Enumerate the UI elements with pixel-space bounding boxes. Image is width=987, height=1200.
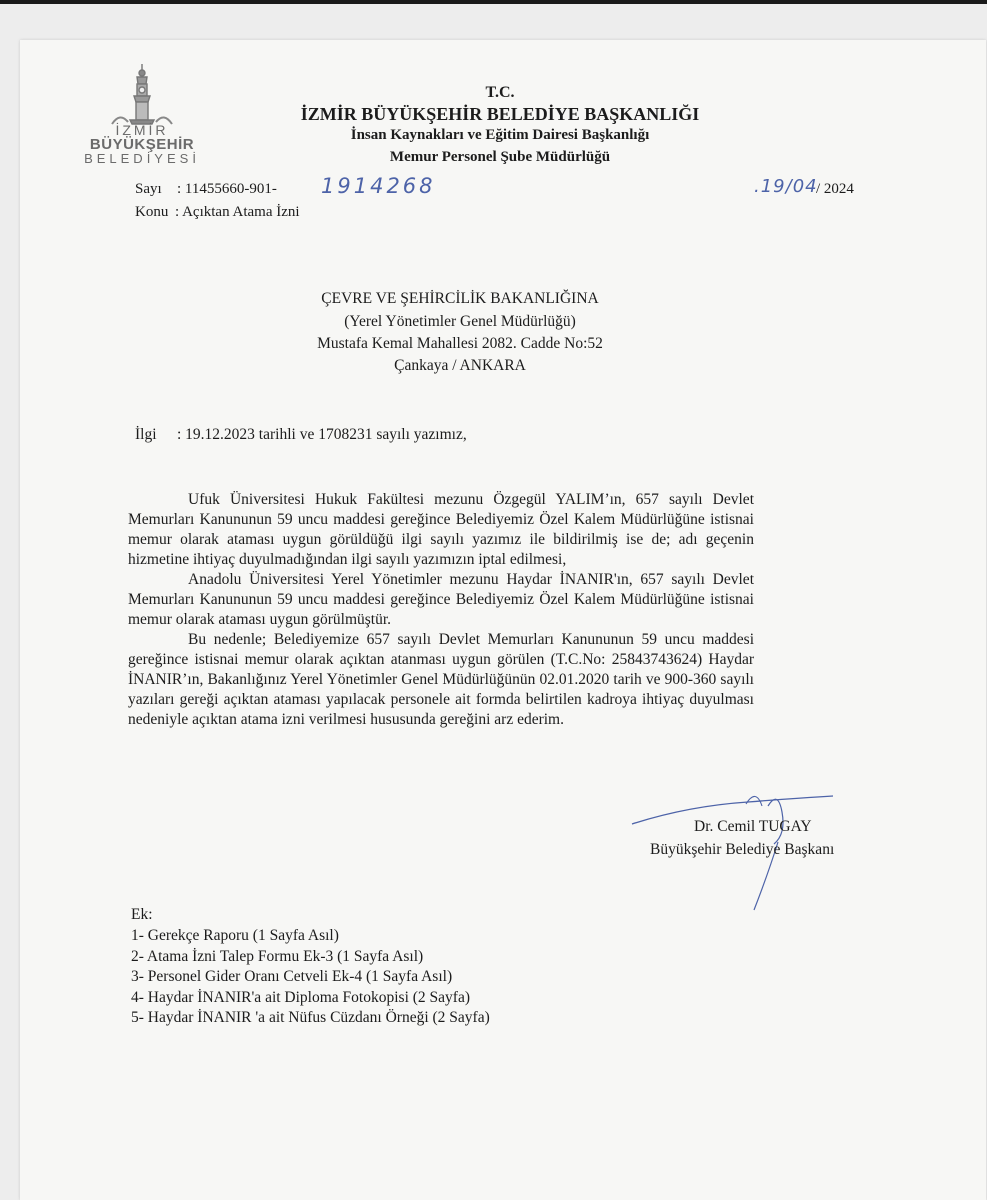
- date-year: / 2024: [816, 181, 854, 197]
- header-branch: Memur Personel Şube Müdürlüğü: [389, 149, 611, 165]
- recipient-city: Çankaya / ANKARA: [394, 357, 526, 374]
- recipient-street: Mustafa Kemal Mahallesi 2082. Cadde No:52: [317, 335, 603, 352]
- attachment-item: 4- Haydar İNANIR'a ait Diploma Fotokopisi (2 Sayfa): [131, 988, 470, 1006]
- recipient-ministry: ÇEVRE VE ŞEHİRCİLİK BAKANLIĞINA: [321, 290, 599, 307]
- attachment-item: 5- Haydar İNANIR 'a ait Nüfus Cüzdanı Örneği (2 Sayfa): [131, 1009, 490, 1026]
- signatory-title: Büyükşehir Belediye Başkanı: [650, 841, 835, 858]
- letter-body: [128, 490, 754, 730]
- sayi-handwritten-number: 1914268: [321, 174, 436, 198]
- sayi-value: : 11455660-901-: [177, 181, 277, 197]
- signatory-name: Dr. Cemil TUGAY: [694, 818, 812, 835]
- date-handwritten: .19/04: [754, 176, 818, 197]
- attachment-item: 3- Personel Gider Oranı Cetveli Ek-4 (1 Sayfa Asıl): [131, 968, 453, 985]
- ilgi-label: İlgi: [135, 426, 157, 443]
- body-paragraph-1: Ufuk Üniversitesi Hukuk Fakültesi mezunu Özgegül YALIM’ın, 657 sayılı Devlet Memurları Kanununun 59 uncu maddesi gereğince Belediyemiz Özel Kalem Müdürlüğüne istisnai memur olarak ataması uygun görüldüğü ilgi sayılı yazımız ile bildirilmiş ise de; adı geçenin hizmetine ihtiyaç duyulmadığından ilgi sayılı yazımızın iptal edilmesi,: [128, 491, 754, 568]
- ilgi-text: : 19.12.2023 tarihli ve 1708231 sayılı yazımız,: [177, 426, 467, 443]
- attachments-list: [131, 927, 490, 1030]
- logo-text-izmir: İZMİR: [115, 122, 169, 138]
- logo-text-belediyesi: BELEDİYESİ: [84, 151, 200, 166]
- attachment-item: 1- Gerekçe Raporu (1 Sayfa Asıl): [131, 927, 339, 944]
- logo-text-buyuksehir: BÜYÜKŞEHİR: [89, 136, 195, 153]
- attachment-item: 2- Atama İzni Talep Formu Ek-3 (1 Sayfa Asıl): [131, 947, 424, 965]
- konu-label: Konu: [135, 204, 169, 220]
- header-tc: T.C.: [485, 84, 515, 101]
- top-border: [0, 0, 987, 4]
- header-department: İnsan Kaynakları ve Eğitim Dairesi Başkanlığı: [350, 127, 650, 143]
- recipient-directorate: (Yerel Yönetimler Genel Müdürlüğü): [344, 313, 576, 330]
- attachments-label: Ek:: [131, 906, 153, 923]
- header-municipality: İZMİR BÜYÜKŞEHİR BELEDİYE BAŞKANLIĞI: [300, 104, 700, 124]
- body-paragraph-2: Anadolu Üniversitesi Yerel Yönetimler mezunu Haydar İNANIR'ın, 657 sayılı Devlet Memurları Kanununun 59 uncu maddesi gereğince Belediyemiz Özel Kalem Müdürlüğüne istisnai memur olarak ataması uygun görülmüştür.: [128, 571, 754, 628]
- body-paragraph-3: Bu nedenle; Belediyemize 657 sayılı Devlet Memurları Kanununun 59 uncu maddesi gereğince istisnai memur olarak açıktan atanması uygun görülen (T.C.No: 25843743624) Haydar İNANIR’ın, Bakanlığınız Yerel Yönetimler Genel Müdürlüğünün 02.01.2020 tarih ve 900-360 sayılı yazıları gereği açıktan ataması yapılacak personele ait formda belirtilen kadroya ihtiyaç duyulması nedeniyle açıktan atama izni verilmesi hususunda gereğini arz ederim.: [128, 631, 754, 728]
- konu-value: : Açıktan Atama İzni: [175, 204, 300, 220]
- sayi-label: Sayı: [135, 181, 162, 197]
